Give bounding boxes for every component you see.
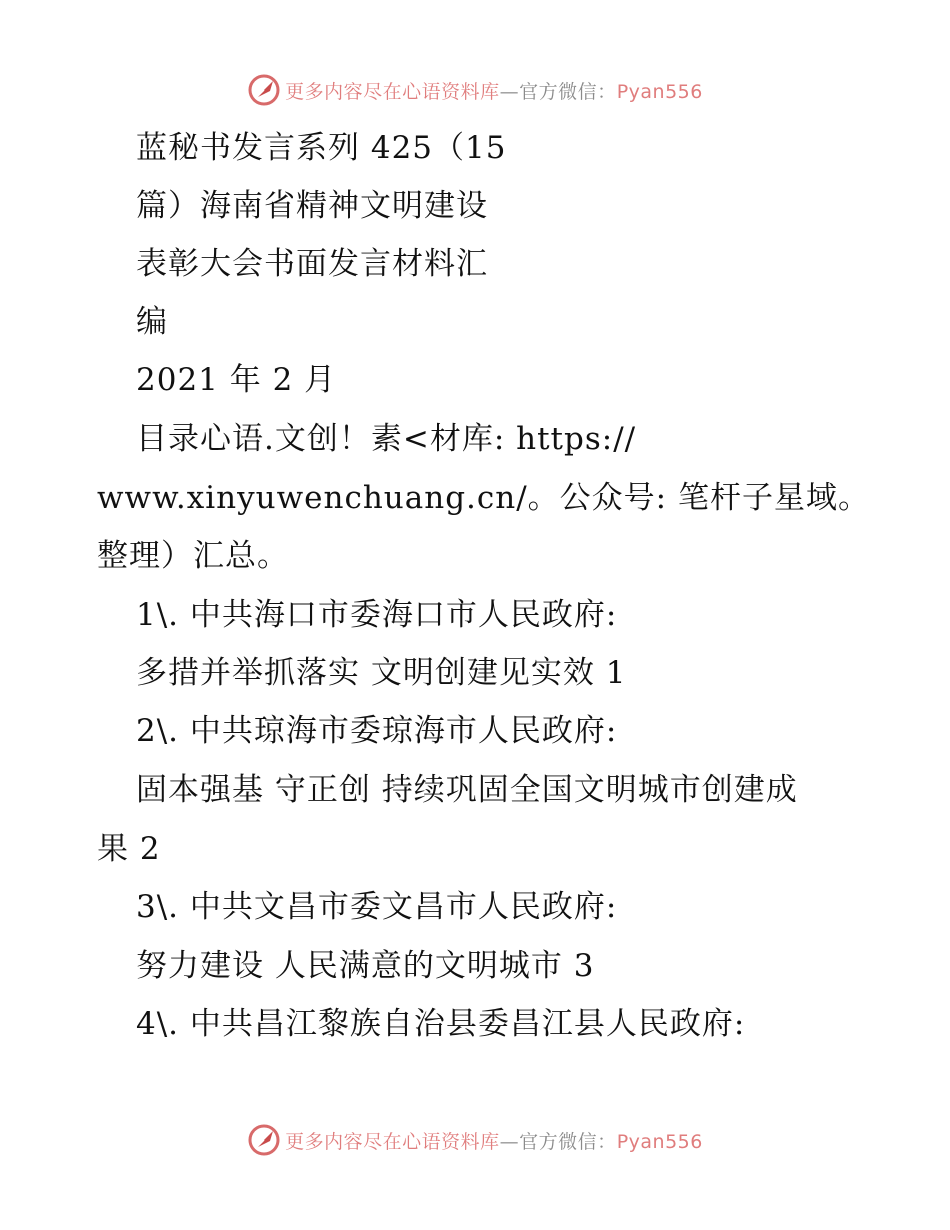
quill-logo-icon xyxy=(247,73,281,107)
source-line-3: 整理）汇总。 xyxy=(97,538,289,574)
watermark-separator: — xyxy=(499,80,520,103)
wechat-id: Pyan556 xyxy=(616,1130,703,1153)
footer-watermark xyxy=(0,1120,950,1160)
doc-title-line-3: 表彰大会书面发言材料汇 xyxy=(136,246,488,282)
toc-item-3-heading: 3\. 中共文昌市委文昌市人民政府: xyxy=(136,889,618,925)
doc-title-line-1: 蓝秘书发言系列 425（15 xyxy=(136,130,507,166)
watermark-separator: — xyxy=(499,1130,520,1153)
toc-item-1-title: 多措并举抓落实 文明创建见实效 1 xyxy=(136,655,627,691)
toc-item-2-title: 固本强基 守正创 持续巩固全国文明城市创建成 xyxy=(136,772,798,808)
toc-item-4-heading: 4\. 中共昌江黎族自治县委昌江县人民政府: xyxy=(136,1006,746,1042)
doc-title-line-2: 篇）海南省精神文明建设 xyxy=(136,188,488,224)
source-line-1: 目录心语.文创！素<材库: https:// xyxy=(136,421,637,457)
toc-item-2-title-cont: 果 2 xyxy=(97,831,161,867)
toc-item-3-title: 努力建设 人民满意的文明城市 3 xyxy=(136,948,595,984)
toc-item-2-heading: 2\. 中共琼海市委琼海市人民政府: xyxy=(136,713,618,749)
wechat-label: 官方微信： xyxy=(519,80,617,103)
watermark-text: 更多内容尽在心语资料库 xyxy=(285,1130,500,1153)
doc-date: 2021 年 2 月 xyxy=(136,362,337,398)
toc-item-1-heading: 1\. 中共海口市委海口市人民政府: xyxy=(136,597,618,633)
header-watermark xyxy=(0,70,950,110)
quill-logo-icon xyxy=(247,1123,281,1157)
wechat-id: Pyan556 xyxy=(616,80,703,103)
watermark-text: 更多内容尽在心语资料库 xyxy=(285,80,500,103)
source-line-2: www.xinyuwenchuang.cn/。公众号: 笔杆子星域。 xyxy=(97,480,870,516)
wechat-label: 官方微信： xyxy=(519,1130,617,1153)
doc-title-line-4: 编 xyxy=(136,304,168,340)
